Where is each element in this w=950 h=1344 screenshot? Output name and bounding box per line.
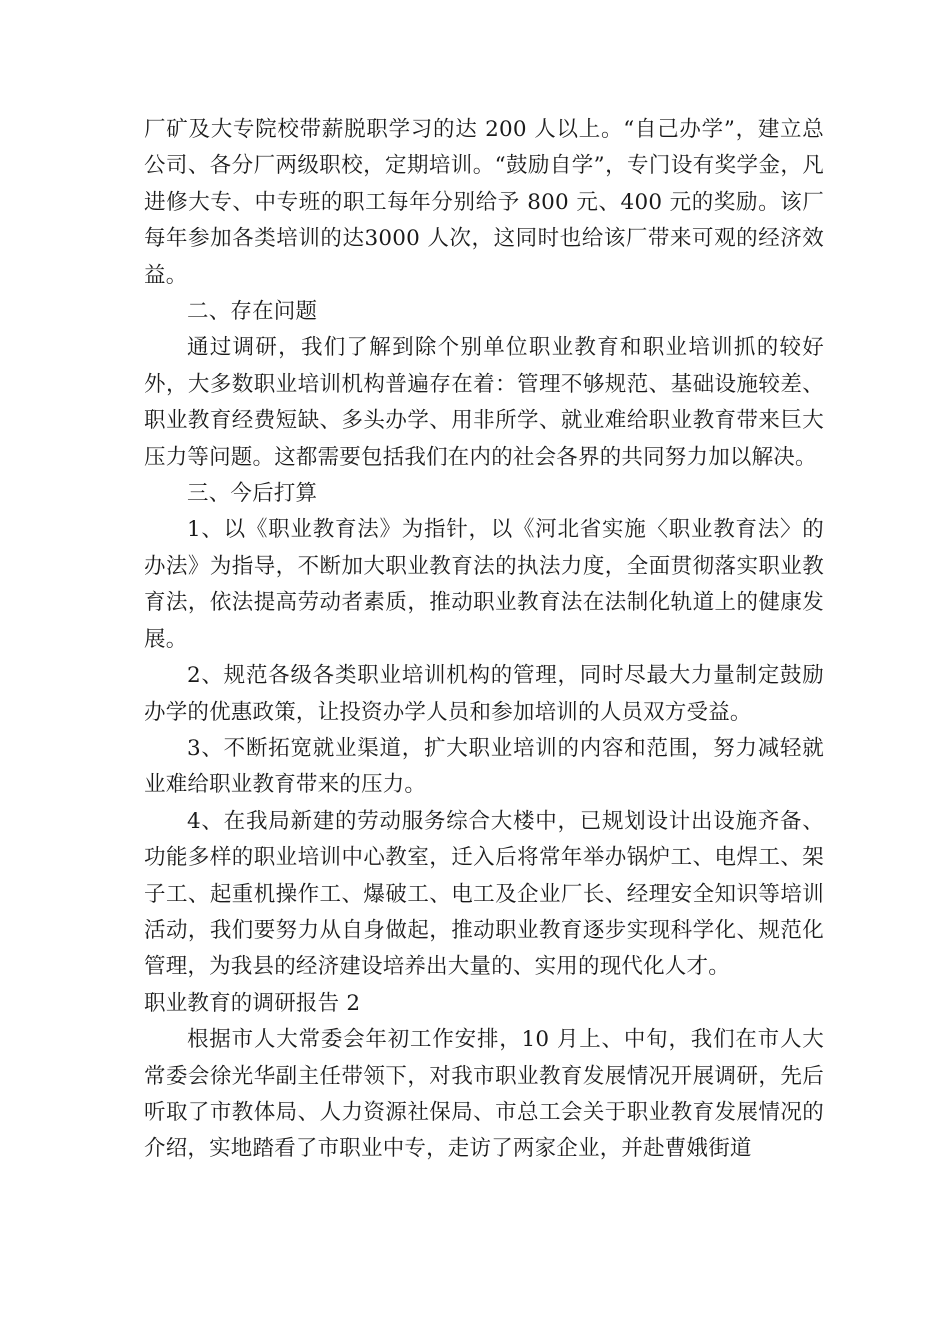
paragraph-report-2-intro: 根据市人大常委会年初工作安排，10 月上、中旬，我们在市人大常委会徐光华副主任带领下，对我市职业教育发展情况开展调研，先后听取了市教体局、人力资源社保局、市总工会关于职业教育发展情况的介绍，实地踏看了市职业中专，走访了两家企业，并赴曹娥街道 <box>144 1027 824 1162</box>
paragraph-problems: 通过调研，我们了解到除个别单位职业教育和职业培训抓的较好外，大多数职业培训机构普遍存在着：管理不够规范、基础设施较差、职业教育经费短缺、多头办学、用非所学、就业难给职业教育带来巨大压力等问题。这都需要包括我们在内的社会各界的共同努力加以解决。 <box>144 335 824 470</box>
section-heading-plans: 三、今后打算 <box>187 481 318 507</box>
paragraph-plan-3: 3、不断拓宽就业渠道，扩大职业培训的内容和范围，努力减轻就业难给职业教育带来的压力。 <box>144 735 824 798</box>
paragraph-continued: 厂矿及大专院校带薪脱职学习的达 200 人以上。“自己办学”，建立总公司、各分厂两级职校，定期培训。“鼓励自学”，专门设有奖学金，凡进修大专、中专班的职工每年分别给予 800 元、400 元的奖励。该厂每年参加各类培训的达3000 人次，这同时也给该厂带来可观的经济效益。 <box>144 117 824 288</box>
paragraph-plan-1: 1、以《职业教育法》为指针，以《河北省实施〈职业教育法〉的办法》为指导，不断加大职业教育法的执法力度，全面贯彻落实职业教育法，依法提高劳动者素质，推动职业教育法在法制化轨道上的健康发展。 <box>144 517 824 652</box>
document-body <box>144 112 824 1168</box>
paragraph-plan-4: 4、在我局新建的劳动服务综合大楼中，已规划设计出设施齐备、功能多样的职业培训中心教室，迁入后将常年举办锅炉工、电焊工、架子工、起重机操作工、爆破工、电工及企业厂长、经理安全知识等培训活动，我们要努力从自身做起，推动职业教育逐步实现科学化、规范化管理，为我县的经济建设培养出大量的、实用的现代化人才。 <box>144 808 824 980</box>
report-title-2: 职业教育的调研报告 2 <box>144 990 361 1016</box>
section-heading-problems: 二、存在问题 <box>187 299 318 325</box>
paragraph-plan-2: 2、规范各级各类职业培训机构的管理，同时尽最大力量制定鼓励办学的优惠政策，让投资办学人员和参加培训的人员双方受益。 <box>144 663 824 725</box>
